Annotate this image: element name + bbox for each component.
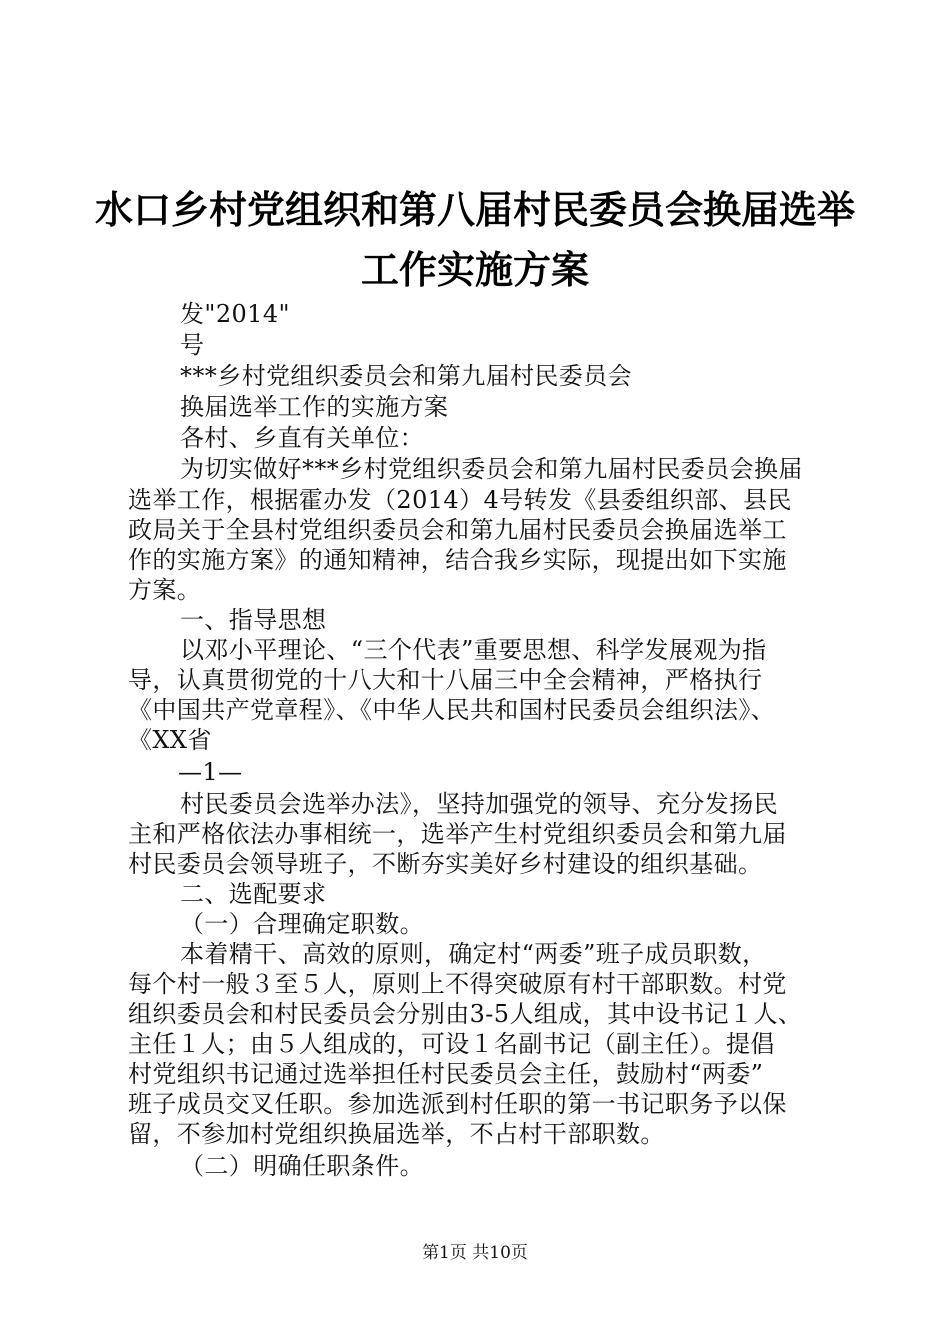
page-footer: 第1页 共10页 [422, 1243, 528, 1263]
paragraph-line: 本着精干、高效的原则，确定村“两委”班子成员职数， [180, 940, 767, 968]
paragraph-line: 《XX省 [128, 726, 212, 754]
paragraph-line: 选举工作，根据霍办发（2014）4号转发《县委组织部、县民 [128, 486, 792, 514]
paragraph-line: 以邓小平理论、“三个代表”重要思想、科学发展观为指 [180, 636, 767, 664]
paragraph-line: 政局关于全县村党组织委员会和第九届村民委员会换届选举工 [128, 516, 787, 544]
paragraph-line: 方案。 [128, 576, 202, 604]
subtitle-line-1: ***乡村党组织委员会和第九届村民委员会 [180, 362, 632, 390]
subsection-heading: （一）合理确定职数。 [180, 910, 424, 938]
paragraph-line: 每个村一般３至５人，原则上不得突破原有村干部职数。村党 [128, 970, 787, 998]
paragraph-line: 班子成员交叉任职。参加选派到村任职的第一书记职务予以保 [128, 1090, 787, 1118]
doc-number-line: 发"2014" [180, 300, 290, 328]
paragraph-line: 村党组织书记通过选举担任村民委员会主任，鼓励村“两委” [128, 1060, 764, 1088]
paragraph-line: 主和严格依法办事相统一，选举产生村党组织委员会和第九届 [128, 820, 787, 848]
document-title-line-1: 水口乡村党组织和第八届村民委员会换届选举 [94, 187, 855, 232]
paragraph-line: 导，认真贯彻党的十八大和十八届三中全会精神，严格执行 [128, 666, 763, 694]
subsection-heading: （二）明确任职条件。 [180, 1152, 424, 1180]
section-heading: 二、选配要求 [180, 880, 327, 908]
paragraph-line: 《中国共产党章程》、《中华人民共和国村民委员会组织法》、 [128, 696, 776, 724]
paragraph-line: 为切实做好***乡村党组织委员会和第九届村民委员会换届 [180, 455, 803, 483]
subtitle-line-2: 换届选举工作的实施方案 [180, 393, 449, 421]
paragraph-line: 组织委员会和村民委员会分别由3-5人组成，其中设书记１人、 [128, 1000, 803, 1028]
paragraph-line: 主任１人；由５人组成的，可设１名副书记（副主任）。提倡 [128, 1030, 775, 1058]
paragraph-line: 村民委员会领导班子，不断夯实美好乡村建设的组织基础。 [128, 850, 763, 878]
doc-number-suffix: 号 [180, 331, 205, 359]
paragraph-line: 村民委员会选举办法》，坚持加强党的领导、充分发扬民 [180, 790, 778, 818]
document-title-line-2: 工作实施方案 [360, 247, 589, 292]
paragraph-line: 作的实施方案》的通知精神，结合我乡实际，现提出如下实施 [128, 546, 787, 574]
salutation: 各村、乡直有关单位： [180, 424, 424, 452]
paragraph-line: 留，不参加村党组织换届选举，不占村干部职数。 [128, 1120, 665, 1148]
section-heading: 一、指导思想 [180, 606, 327, 634]
inline-page-marker: —1— [178, 758, 243, 786]
